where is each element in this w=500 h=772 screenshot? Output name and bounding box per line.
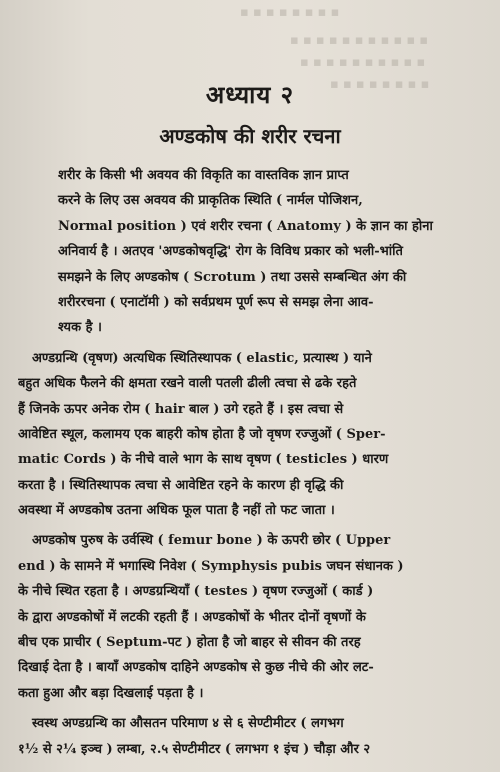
text-line: के द्वारा अण्डकोषों में लटकी रहती हैं । अण्डकोषों के भीतर दोनों वृषणों के — [18, 609, 366, 625]
text-line: श्यक है । — [58, 320, 102, 336]
text-line: आवेष्टित स्थूल, कलामय एक बाहरी कोष होता है जो वृषण रज्जुओं ( Sper- — [18, 426, 386, 442]
chapter-title: अण्डकोष की शरीर रचना — [159, 124, 341, 148]
text-line: समझने के लिए अण्डकोष ( Scrotum ) तथा उससे सम्बन्धित अंग की — [58, 269, 407, 285]
text-line: matic Cords ) के नीचे वाले भाग के साथ वृषण ( testicles ) धारण — [18, 452, 389, 468]
paragraph — [18, 163, 490, 341]
text-line: बहुत अधिक फैलने की क्षमता रखने वाली पतली ढीली त्वचा से ढके रहते — [18, 376, 357, 392]
text-line: बीच एक प्राचीर ( Septum-पट ) होता है जो बाहर से सीवन की तरह — [18, 635, 361, 651]
text-line: शरीर के किसी भी अवयव की विकृति का वास्तविक ज्ञान प्राप्त — [58, 168, 349, 183]
text-line: कता हुआ और बड़ा दिखलाई पड़ता है । — [18, 685, 204, 701]
text-line: end ) के सामने में भगास्थि निवेश ( Symphysis pubis जघन संधानक ) — [18, 558, 404, 574]
text-line: अण्डग्रन्थि (वृषण) अत्यधिक स्थितिस्थापक ( elastic, प्रत्यास्थ ) याने — [32, 350, 372, 366]
text-line: अण्डकोष पुरुष के उर्वस्थि ( femur bone ) के ऊपरी छोर ( Upper — [32, 533, 391, 549]
text-line: Normal position ) एवं शरीर रचना ( Anatomy ) के ज्ञान का होना — [58, 218, 433, 234]
text-line: करता है । स्थितिस्थापक त्वचा से आवेष्टित रहने के कारण ही वृद्धि की — [18, 477, 344, 493]
text-line: १½ से २¼ इञ्च ) लम्बा, २.५ सेण्टीमीटर ( लगभग १ इंच ) चौड़ा और २ — [18, 741, 371, 757]
chapter-heading: अध्याय २ — [205, 80, 295, 109]
paragraph — [18, 528, 490, 706]
text-line: स्वस्थ अण्डग्रन्थि का औसतन परिमाण ४ से ६ सेण्टीमीटर ( लगभग — [32, 716, 344, 732]
show-through-text: ▪ ▪ ▪ ▪ ▪ ▪ ▪ ▪ ▪ ▪ ▪ ▪ ▪ ▪ ▪ ▪ ▪ ▪ ▪ ▪ ▪ ▪ ▪ ▪ ▪ ▪ ▪ ▪ ▪ ▪ ▪ ▪ ▪ ▪ ▪ ▪ ▪ — [240, 5, 430, 92]
text-line: हैं जिनके ऊपर अनेक रोम ( hair बाल ) उगे रहते हैं । इस त्वचा से — [18, 401, 344, 417]
text-line: के नीचे स्थित रहता है । अण्डग्रन्थियाँ ( testes ) वृषण रज्जुओं ( कार्ड ) — [18, 584, 374, 600]
text-line: अवस्था में अण्डकोष उतना अधिक फूल पाता है नहीं तो फट जाता । — [18, 503, 335, 519]
text-line: करने के लिए उस अवयव की प्राकृतिक स्थिति ( नार्मल पोजिशन, — [58, 193, 363, 209]
text-line: शरीररचना ( एनाटॉमी ) को सर्वप्रथम पूर्ण रूप से समझ लेना आव- — [58, 294, 374, 310]
text-line: अनिवार्य है । अतएव 'अण्डकोषवृद्धि' रोग के विविध प्रकार को भली-भांति — [58, 244, 403, 260]
paragraph — [18, 711, 490, 762]
text-line: दिखाई देता है । बायाँ अण्डकोष दाहिने अण्डकोष से कुछ नीचे की ओर लट- — [18, 660, 374, 676]
paragraph — [18, 346, 490, 524]
chapter-body — [18, 163, 490, 762]
